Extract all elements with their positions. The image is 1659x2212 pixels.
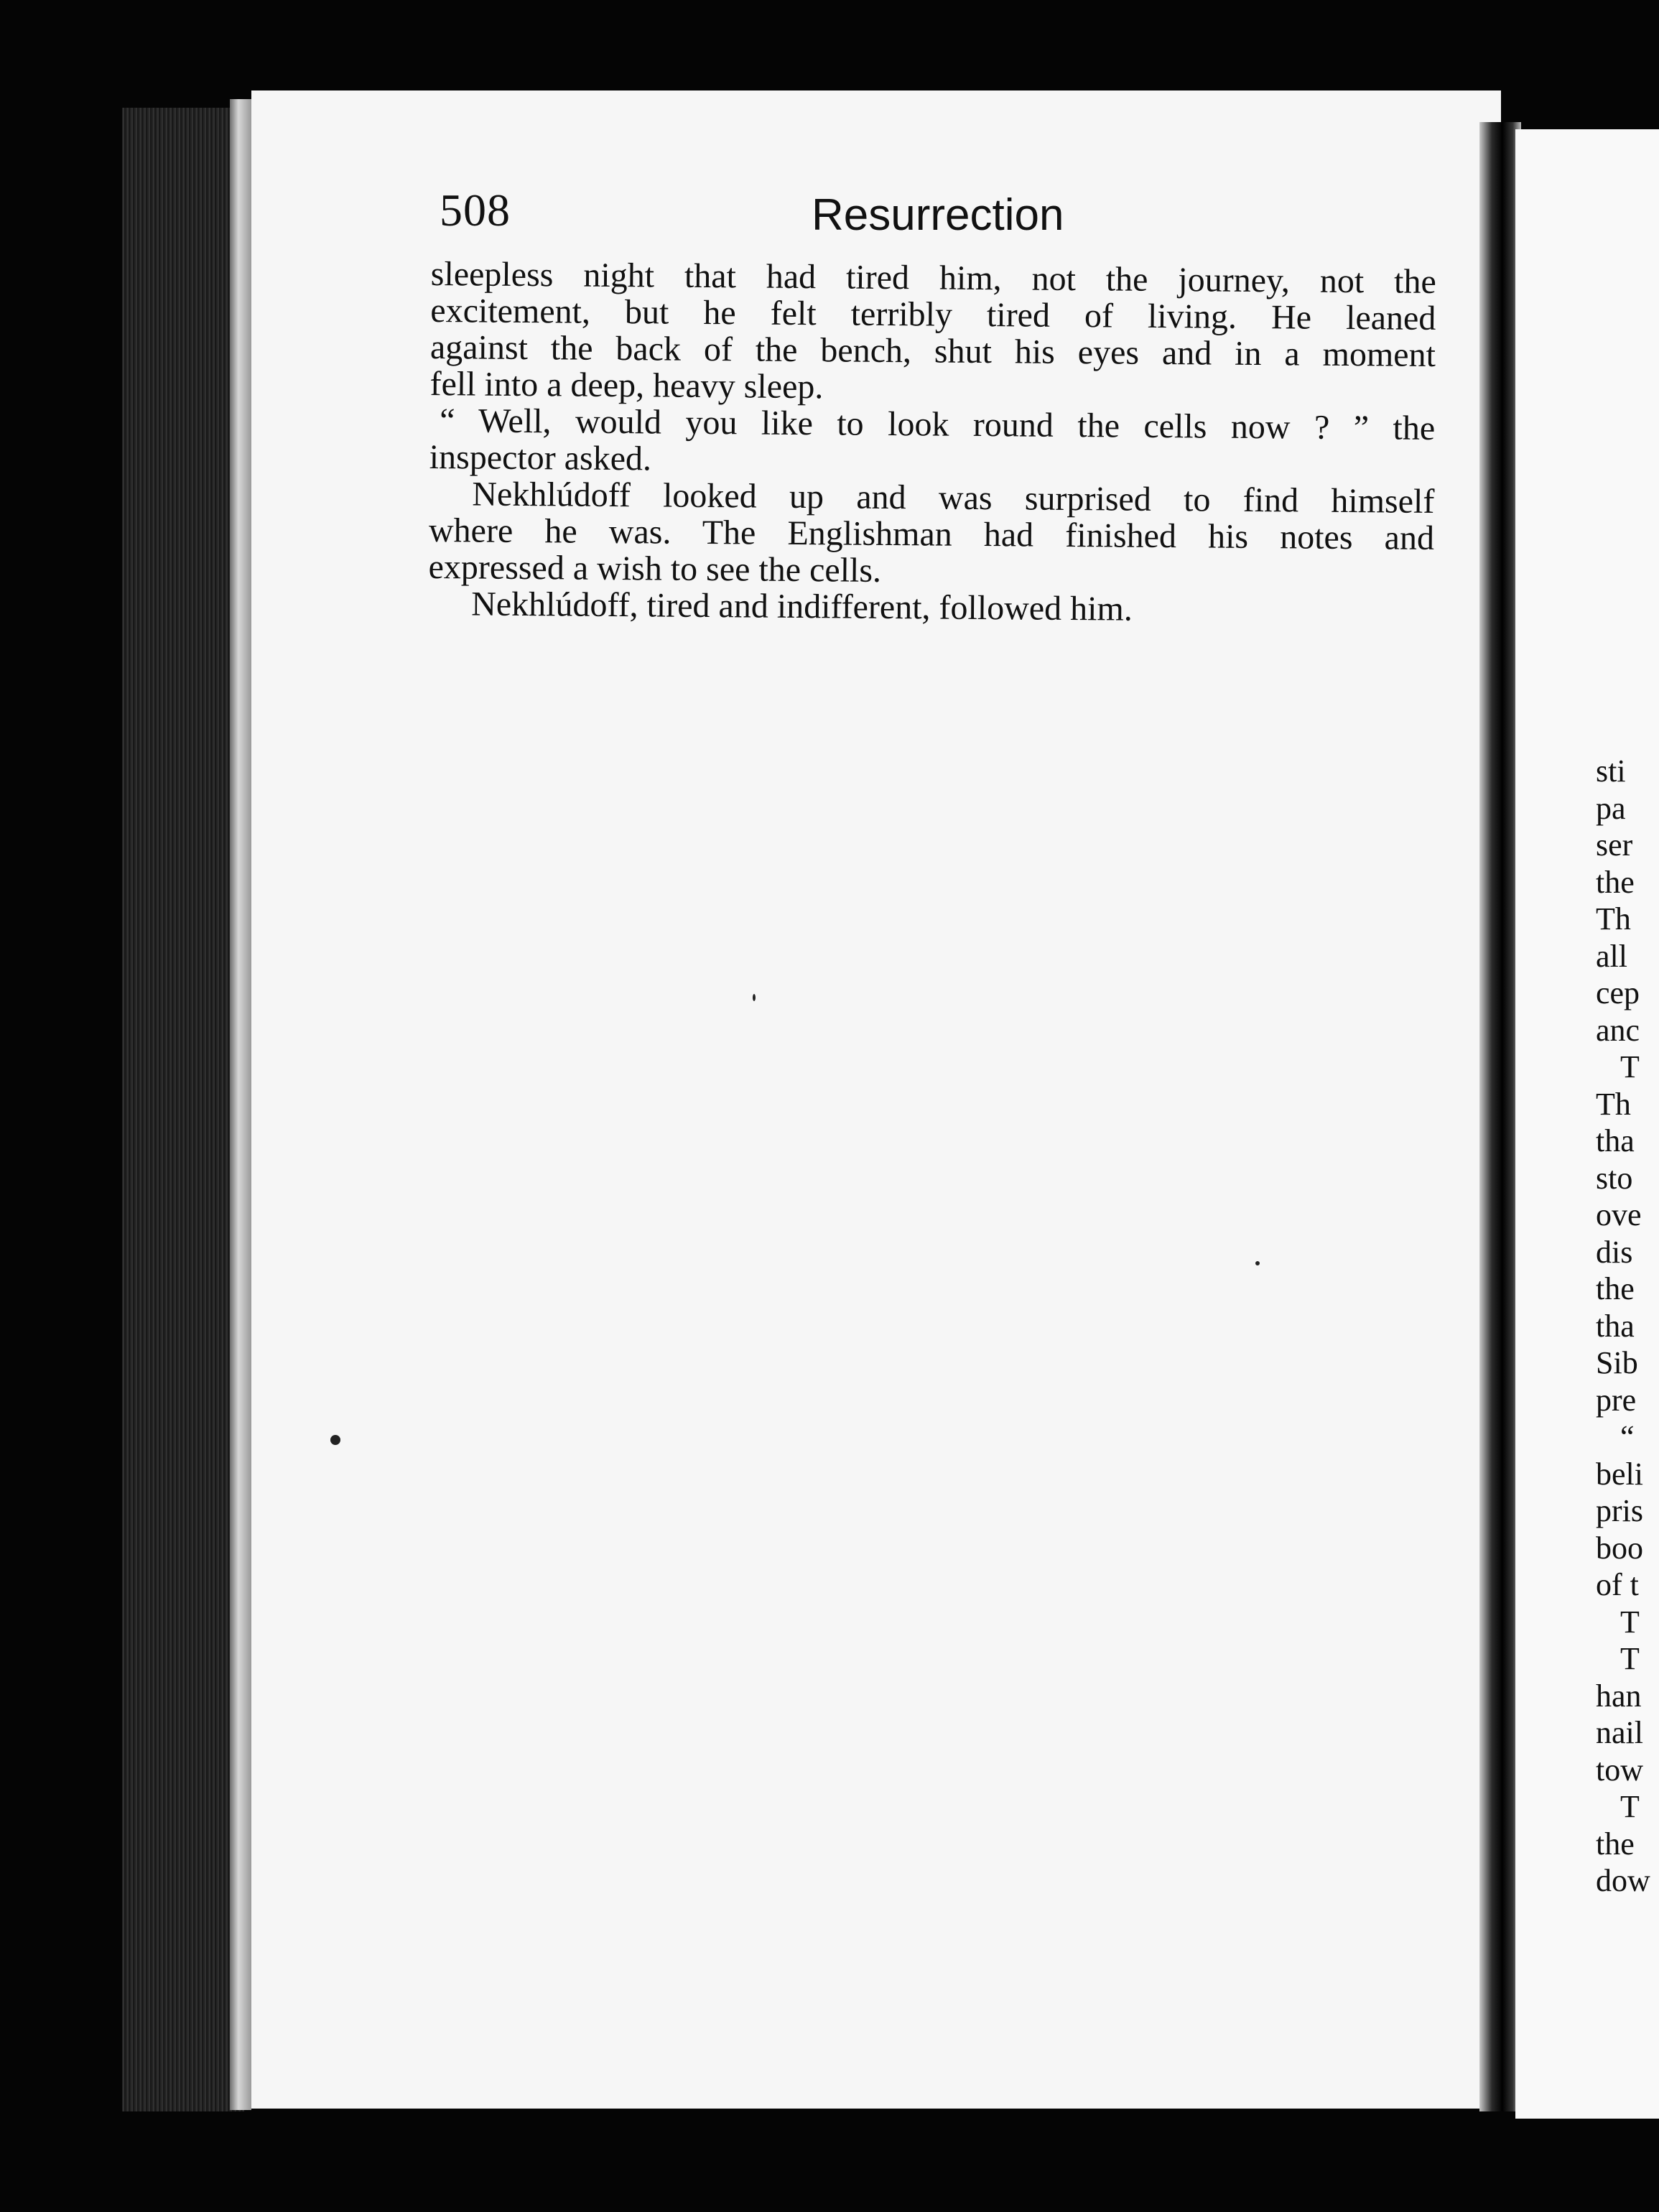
facing-line: T xyxy=(1620,1641,1640,1676)
facing-line: T xyxy=(1620,1049,1640,1084)
facing-line: anc xyxy=(1596,1012,1640,1048)
ink-speck xyxy=(1255,1261,1260,1265)
text-line: Nekhlúdoff, tired and indifferent, followed him. xyxy=(470,585,1133,628)
facing-line: dow xyxy=(1596,1863,1650,1898)
facing-line: pris xyxy=(1596,1493,1643,1528)
facing-line: han xyxy=(1596,1678,1642,1714)
facing-line: pa xyxy=(1596,790,1626,826)
text-line: against the back of the bench, shut his eyes and in a moment xyxy=(429,327,1436,374)
facing-line: sto xyxy=(1596,1160,1633,1196)
facing-line: tha xyxy=(1596,1308,1635,1344)
facing-line: of t xyxy=(1596,1567,1639,1602)
ink-speck xyxy=(753,994,756,1001)
facing-line: cep xyxy=(1596,975,1640,1010)
facing-line: tha xyxy=(1596,1123,1635,1158)
facing-line: all xyxy=(1596,938,1627,974)
running-title: Resurrection xyxy=(812,190,1064,240)
ink-speck xyxy=(330,1435,340,1445)
page-body xyxy=(428,256,1436,630)
facing-line: beli xyxy=(1596,1456,1643,1492)
facing-line: ove xyxy=(1596,1197,1642,1232)
facing-line: nail xyxy=(1596,1715,1643,1750)
facing-line: the xyxy=(1596,1826,1635,1862)
facing-line: ser xyxy=(1596,827,1633,863)
facing-line: the xyxy=(1596,1271,1635,1306)
text-line: fell into a deep, heavy sleep. xyxy=(429,364,824,406)
facing-line: T xyxy=(1620,1789,1640,1824)
facing-line: dis xyxy=(1596,1234,1633,1270)
facing-page-text xyxy=(1596,753,1653,1900)
text-line: excitement, but he felt terribly tired of living. He leaned xyxy=(430,291,1436,338)
facing-line: Th xyxy=(1596,1086,1631,1122)
text-line: where he was. The Englishman had finished his notes and xyxy=(428,511,1435,557)
page-edge-highlight xyxy=(230,99,251,2110)
text-line: expressed a wish to see the cells. xyxy=(428,547,882,590)
facing-line: Th xyxy=(1596,901,1631,937)
text-line: inspector asked. xyxy=(429,437,652,478)
facing-line: tow xyxy=(1596,1752,1643,1788)
facing-line: boo xyxy=(1596,1530,1643,1566)
text-line: “ Well, would you like to look round the cells now ? ” the xyxy=(439,401,1436,447)
text-line: Nekhlúdoff looked up and was surprised to find himself xyxy=(472,475,1435,521)
facing-line: the xyxy=(1596,864,1635,900)
facing-line: pre xyxy=(1596,1382,1637,1418)
facing-line: “ xyxy=(1620,1419,1635,1454)
facing-line: sti xyxy=(1596,753,1626,789)
page-number: 508 xyxy=(440,185,511,236)
text-line: sleepless night that had tired him, not the journey, not the xyxy=(430,255,1436,301)
facing-line: Sib xyxy=(1596,1345,1638,1380)
facing-line: T xyxy=(1620,1604,1640,1640)
page-edges xyxy=(122,108,244,2111)
